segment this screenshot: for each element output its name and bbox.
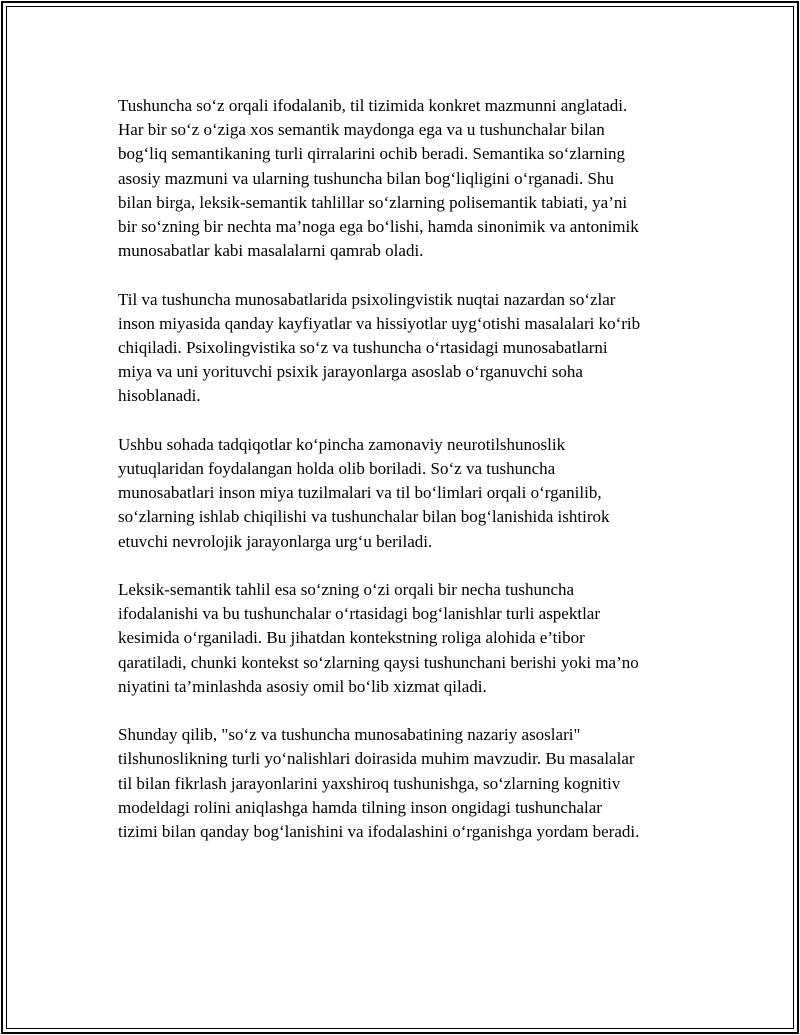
text-line: so‘zlarning ishlab chiqilishi va tushunchalar bilan bog‘lanishida ishtirok bbox=[118, 507, 610, 527]
text-line: Til va tushuncha munosabatlarida psixolingvistik nuqtai nazardan so‘zlar bbox=[118, 289, 616, 309]
text-line: ifodalanishi va bu tushunchalar o‘rtasidagi bog‘lanishlar turli aspektlar bbox=[118, 604, 601, 624]
paragraph-5 bbox=[118, 723, 698, 844]
text-line: til bilan fikrlash jarayonlarini yaxshiroq tushunishga, so‘zlarning kognitiv bbox=[118, 773, 621, 793]
paragraph-1 bbox=[118, 94, 698, 263]
text-line: kesimida o‘rganiladi. Bu jihatdan kontekstning roliga alohida e’tibor bbox=[118, 628, 585, 648]
text-line: qaratiladi, chunki kontekst so‘zlarning qaysi tushunchani berishi yoki ma’no bbox=[118, 652, 639, 672]
text-line: niyatini ta’minlashda asosiy omil bo‘lib xizmat qiladi. bbox=[118, 676, 487, 696]
text-line: etuvchi nevrolojik jarayonlarga urg‘u beriladi. bbox=[118, 531, 433, 551]
text-line: bilan birga, leksik-semantik tahlillar so‘zlarning polisemantik tabiati, ya’ni bbox=[118, 192, 628, 212]
text-line: Har bir so‘z o‘ziga xos semantik maydonga ega va u tushunchalar bilan bbox=[118, 120, 605, 140]
text-line: Leksik-semantik tahlil esa so‘zning o‘zi orqali bir necha tushuncha bbox=[118, 580, 575, 600]
text-line: tizimi bilan qanday bog‘lanishini va ifodalashini o‘rganishga yordam beradi. bbox=[118, 822, 640, 842]
paragraph-4 bbox=[118, 578, 698, 699]
paragraph-3 bbox=[118, 433, 698, 554]
text-line: inson miyasida qanday kayfiyatlar va hissiyotlar uyg‘otishi masalalari ko‘rib bbox=[118, 313, 641, 333]
paragraph-2 bbox=[118, 288, 698, 409]
text-line: yutuqlaridan foydalangan holda olib boriladi. So‘z va tushuncha bbox=[118, 459, 556, 479]
text-line: munosabatlar kabi masalalarni qamrab oladi. bbox=[118, 241, 424, 261]
text-line: Tushuncha so‘z orqali ifodalanib, til tizimida konkret mazmunni anglatadi. bbox=[118, 96, 628, 115]
text-line: Ushbu sohada tadqiqotlar ko‘pincha zamonaviy neurotilshunoslik bbox=[118, 434, 566, 454]
text-line: munosabatlari inson miya tuzilmalari va til bo‘limlari orqali o‘rganilib, bbox=[118, 483, 602, 503]
text-line: hisoblanadi. bbox=[118, 386, 201, 406]
text-line: Shunday qilib, "so‘z va tushuncha munosabatining nazariy asoslari" bbox=[118, 725, 581, 745]
text-line: chiqiladi. Psixolingvistika so‘z va tushuncha o‘rtasidagi munosabatlarni bbox=[118, 338, 608, 358]
text-line: tilshunoslikning turli yo‘nalishlari doirasida muhim mavzudir. Bu masalalar bbox=[118, 749, 635, 769]
text-line: miya va uni yorituvchi psixik jarayonlarga asoslab o‘rganuvchi soha bbox=[118, 362, 583, 382]
text-line: asosiy mazmuni va ularning tushuncha bilan bog‘liqligini o‘rganadi. Shu bbox=[118, 168, 614, 188]
text-line: bog‘liq semantikaning turli qirralarini ochib beradi. Semantika so‘zlarning bbox=[118, 144, 626, 164]
document-body bbox=[118, 94, 698, 868]
text-line: bir so‘zning bir nechta ma’noga ega bo‘lishi, hamda sinonimik va antonimik bbox=[118, 217, 639, 237]
text-line: modeldagi rolini aniqlashga hamda tilning inson ongidagi tushunchalar bbox=[118, 797, 602, 817]
